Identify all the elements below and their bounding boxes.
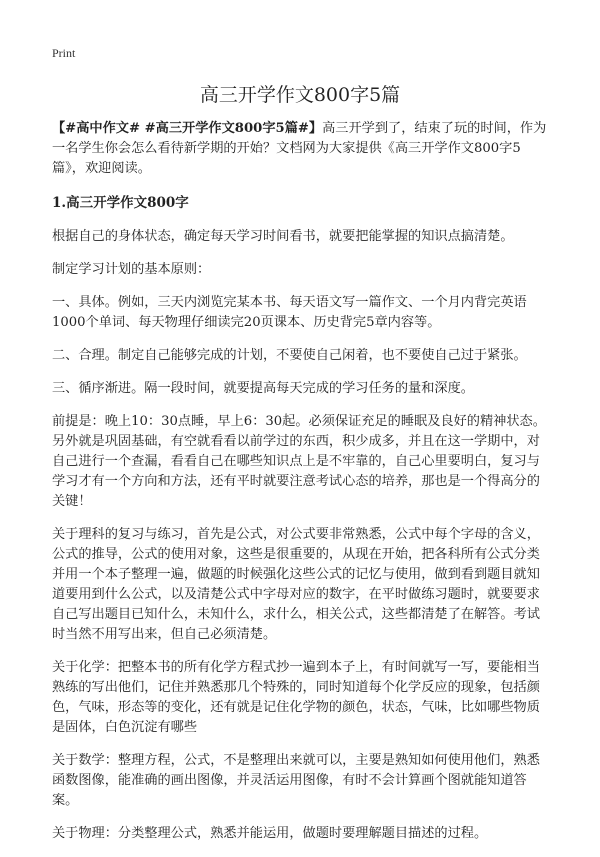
page-title: 高三开学作文800字5篇 (199, 84, 401, 106)
paragraph: 三、循序渐进。隔一段时间，就要提高每天完成的学习任务的量和深度。 (52, 381, 474, 396)
paragraph: 前提是：晚上10：30点睡，早上6：30起。必须保证充足的睡眠及良好的精神状态。另外就是巩固基础，有空就看看以前学过的东西，积少成多，并且在这一学期中，对自己进行一个查漏，看看自己在哪些知识点上是不牢靠的，自己心里要明白，复习与学习才有一个方向和方法，还有平时就要注意考试心态的培养，那也是一个得高分的关键！ (52, 414, 546, 509)
article-body (52, 119, 550, 857)
intro-paragraph (52, 119, 550, 179)
intro-tag: 【#高中作文# #高三开学作文800字5篇#】 (52, 121, 323, 136)
paragraph: 一、具体。例如，三天内浏览完某本书、每天语文写一篇作文、一个月内背完英语1000个单词、每天物理仔细读完20页课本、历史背完5章内容等。 (52, 295, 527, 330)
paragraph: 关于理科的复习与练习，首先是公式，对公式要非常熟悉，公式中每个字母的含义，公式的推导，公式的使用对象，这些是很重要的，从现在开始，把各科所有公式分类并用一个本子整理一遍，做题的时候强化这些公式的记忆与使用，做到看到题目就知道要用到什么公式，以及清楚公式中字母对应的数字，在平时做练习题时，就要要求自己写出题目已知什么，未知什么，求什么，相关公式，这些都清楚了在解答。考试时当然不用写出来，但自己必须清楚。 (52, 527, 540, 642)
paragraph: 二、合理。制定自己能够完成的计划，不要使自己闲着，也不要使自己过于紧张。 (52, 348, 527, 363)
paragraph: 根据自己的身体状态，确定每天学习时间看书，就要把能掌握的知识点搞清楚。 (52, 229, 514, 244)
paragraph: 关于化学：把整本书的所有化学方程式抄一遍到本子上，有时间就写一写，要能相当熟练的写出他们，记住并熟悉那几个特殊的，同时知道每个化学反应的现象，包括颜色，气味，形态等的变化，还有就是记住化学物的颜色，状态，气味，比如哪些物质是固体，白色沉淀有哪些 (52, 660, 540, 735)
paragraph: 制定学习计划的基本原则： (52, 262, 211, 277)
print-link[interactable]: Print (52, 46, 76, 60)
paragraph: 关于数学：整理方程，公式，不是整理出来就可以，主要是熟知如何使用他们，熟悉函数图像，能准确的画出图像，并灵活运用图像，有时不会计算画个图就能知道答案。 (52, 753, 540, 808)
paragraph: 关于物理：分类整理公式，熟悉并能运用，做题时要理解题目描述的过程。 (52, 826, 488, 841)
section-heading: 1.高三开学作文800字 (52, 195, 189, 211)
intro-text: 高三开学到了，结束了玩的时间，作为一名学生你会怎么看待新学期的开始？文档网为大家提供《高三开学作文800字5篇》，欢迎阅读。 (52, 121, 547, 176)
